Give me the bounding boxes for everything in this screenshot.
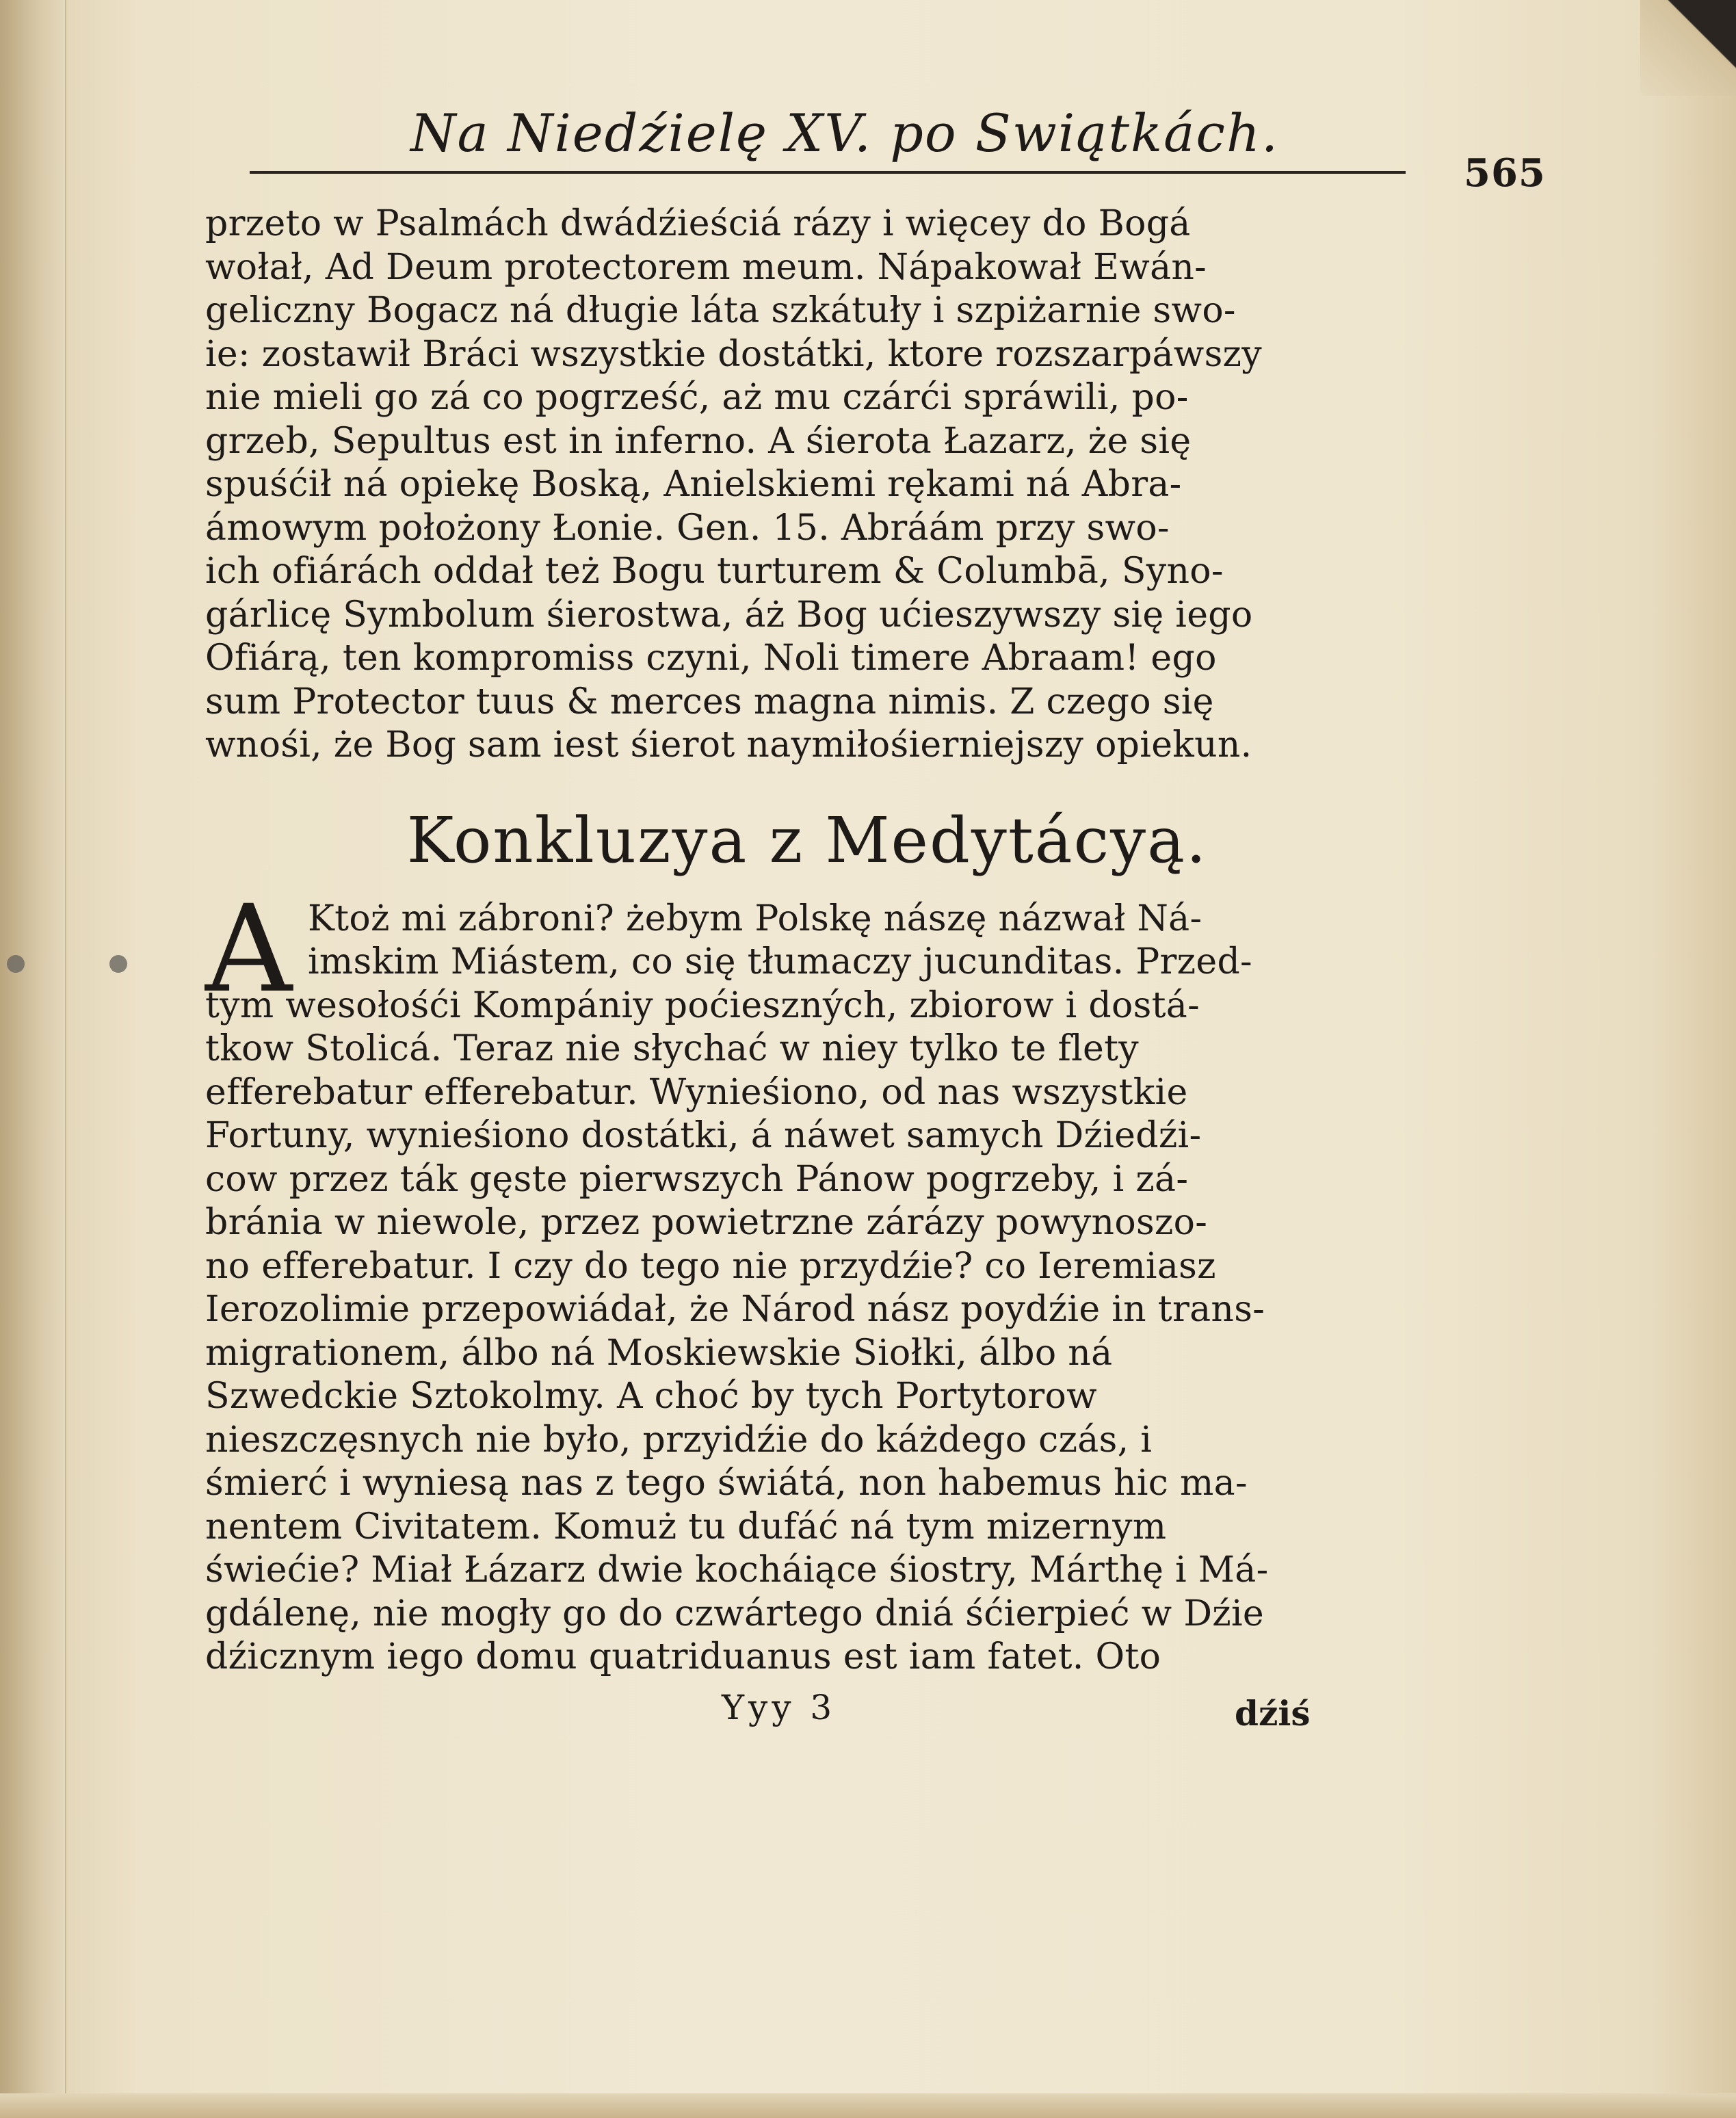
text-line: ich ofiárách oddał też Bogu turturem & Columbā, Syno- — [205, 551, 1224, 592]
catchword: dźiś — [1235, 1692, 1311, 1734]
text-line: wnośi, że Bog sam iest śierot naymiłośierniejszy opiekun. — [205, 724, 1252, 766]
text-line: imskim Miástem, co się tłumaczy jucunditas. Przed- — [308, 941, 1252, 982]
text-line: gárlicę Symbolum śierostwa, áż Bog ućieszywszy się iego — [205, 594, 1253, 636]
text-line: świećie? Miał Łázarz dwie kocháiące śiostry, Márthę i Má- — [205, 1550, 1269, 1591]
signature-mark: Yyy 3 — [722, 1687, 837, 1727]
text-line: tkow Stolicá. Teraz nie słychać w niey tylko te flety — [205, 1028, 1139, 1069]
text-line: nieszczęsnych nie było, przyidźie do káżdego czás, i — [205, 1419, 1153, 1461]
text-line: nentem Civitatem. Komuż tu dufáć ná tym mizernym — [205, 1506, 1167, 1547]
text-line: grzeb, Sepultus est in inferno. A śierota Łazarz, że się — [205, 420, 1192, 462]
text-block — [205, 103, 1546, 1742]
previous-page-edge — [0, 0, 66, 2118]
drop-cap: A — [205, 878, 293, 1019]
text-line: tym wesołośći Kompániy poćieszných, zbiorow i dostá- — [205, 984, 1200, 1026]
header-rule — [250, 171, 1406, 174]
text-line: ámowym położony Łonie. Gen. 15. Abráám przy swo- — [205, 507, 1170, 549]
text-line: efferebatur efferebatur. Wynieśiono, od nas wszystkie — [205, 1071, 1188, 1113]
page-number: 565 — [1464, 151, 1546, 196]
text-line: geliczny Bogacz ná długie láta szkátuły i szpiżarnie swo- — [205, 290, 1236, 331]
text-line: gdálenę, nie mogły go do czwártego dniá śćierpieć w Dźie — [205, 1593, 1265, 1634]
section-heading: Konkluzya z Medytácyą. — [406, 803, 1208, 877]
page-corner — [1640, 0, 1736, 96]
text-line: wołał, Ad Deum protectorem meum. Nápakował Ewán- — [205, 246, 1207, 288]
text-line: Ofiárą, ten kompromiss czyni, Noli timere Abraam! ego — [205, 638, 1217, 679]
page-header — [205, 103, 1546, 196]
paragraph-1 — [205, 202, 1409, 768]
text-line: bránia w niewole, przez powietrzne zárázy powynoszo- — [205, 1202, 1208, 1243]
text-line: Fortuny, wynieśiono dostátki, á náwet samych Dźiedźi- — [205, 1115, 1202, 1156]
text-line: Ktoż mi zábroni? żebym Polskę nászę názwał Ná- — [308, 898, 1202, 939]
text-line: cow przez ták gęste pierwszych Pánow pogrzeby, i zá- — [205, 1158, 1189, 1200]
text-line: sum Protector tuus & merces magna nimis. Z czego się — [205, 681, 1214, 722]
running-head: Na Niedźielę XV. po Swiątkách. — [410, 103, 1280, 164]
paragraph-2 — [205, 878, 1409, 1679]
text-line: Ierozolimie przepowiádał, że Národ nász poydźie in trans- — [205, 1289, 1265, 1330]
text-line: przeto w Psalmách dwádźieściá rázy i więcey do Bogá — [205, 203, 1191, 244]
page-bottom-edge — [0, 2093, 1736, 2118]
binding-hole — [109, 955, 127, 973]
text-line: ie: zostawił Bráci wszystkie dostátki, ktore rozszarpáwszy — [205, 333, 1262, 375]
text-line: śmierć i wyniesą nas z tego świátá, non habemus hic ma- — [205, 1463, 1248, 1504]
text-line: migrationem, álbo ná Moskiewskie Siołki, álbo ná — [205, 1332, 1113, 1374]
text-line: Szwedckie Sztokolmy. A choć by tych Portytorow — [205, 1376, 1097, 1417]
text-line: no efferebatur. I czy do tego nie przydźie? co Ieremiasz — [205, 1245, 1216, 1287]
text-line: nie mieli go zá co pogrześć, aż mu czárći spráwili, po- — [205, 377, 1189, 418]
page-footer — [205, 1688, 1409, 1742]
text-line: dźicznym iego domu quatriduanus est iam fatet. Oto — [205, 1636, 1161, 1677]
text-line: spuśćił ná opiekę Boską, Anielskiemi rękami ná Abra- — [205, 464, 1182, 505]
binding-hole — [7, 955, 25, 973]
